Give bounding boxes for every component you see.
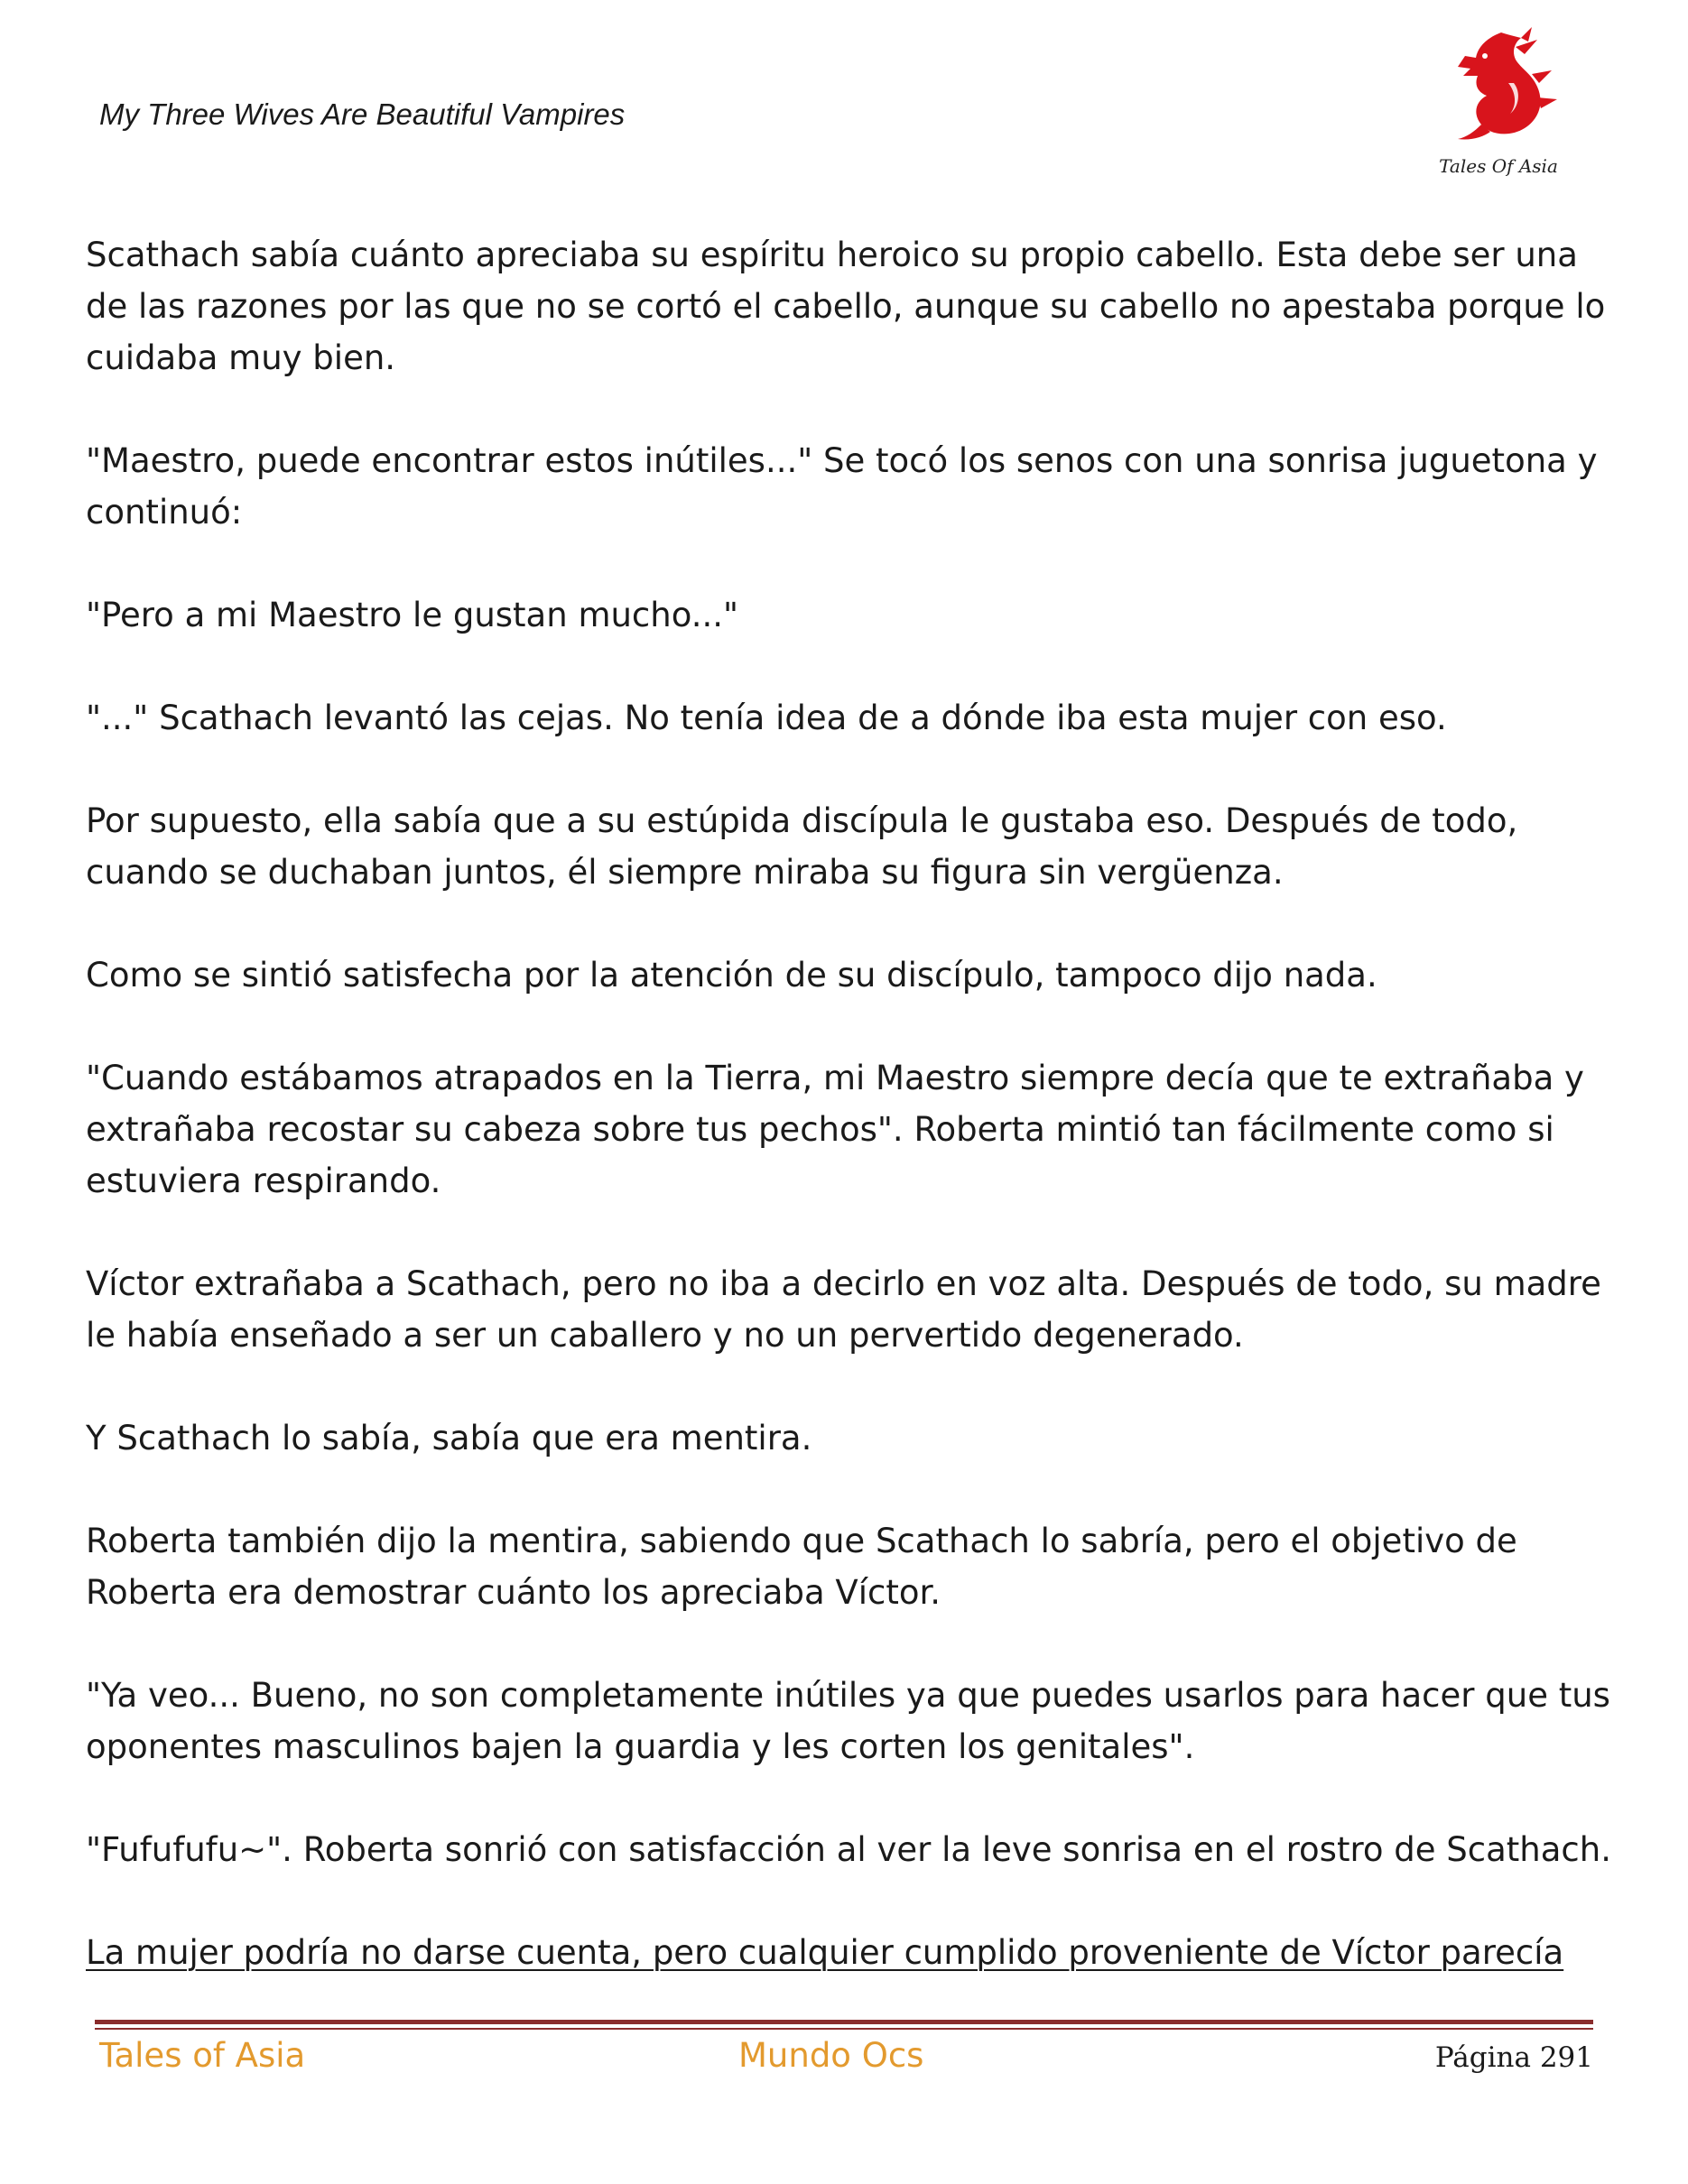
footer-divider [95,2020,1593,2024]
paragraph: Víctor extrañaba a Scathach, pero no iba a decirlo en voz alta. Después de todo, su madre le había enseñado a ser un caballero y no un pervertido degenerado. [86,1264,1601,1355]
paragraph: Por supuesto, ella sabía que a su estúpida discípula le gustaba eso. Después de todo, cuando se duchaban juntos, él siempre miraba su figura sin vergüenza. [86,801,1518,892]
paragraph: "Pero a mi Maestro le gustan mucho..." [86,596,739,634]
paragraph: Y Scathach lo sabía, sabía que era mentira. [86,1419,812,1458]
logo-text: Tales Of Asia [1439,155,1558,177]
paragraph: Roberta también dijo la mentira, sabiendo que Scathach lo sabría, pero el objetivo de Roberta era demostrar cuánto los apreciaba Víctor. [86,1522,1517,1612]
paragraph: "..." Scathach levantó las cejas. No tenía idea de a dónde iba esta mujer con eso. [86,699,1447,737]
paragraph: Como se sintió satisfecha por la atención de su discípulo, tampoco dijo nada. [86,956,1377,995]
footer-publisher: Tales of Asia [99,2036,306,2075]
book-title: My Three Wives Are Beautiful Vampires [99,97,626,131]
paragraph: La mujer podría no darse cuenta, pero cualquier cumplido proveniente de Víctor parecía [86,1933,1564,1972]
footer-divider-thin [95,2028,1593,2030]
page-number: Página 291 [1434,2041,1593,2074]
paragraph: "Fufufufu~". Roberta sonrió con satisfacción al ver la leve sonrisa en el rostro de Scathach. [86,1830,1611,1869]
paragraph: "Ya veo... Bueno, no son completamente inútiles ya que puedes usarlos para hacer que tus oponentes masculinos bajen la guardia y les corten los genitales". [86,1676,1610,1766]
paragraph: Scathach sabía cuánto apreciaba su espíritu heroico su propio cabello. Esta debe ser una de las razones por las que no se cortó el cabello, aunque su cabello no apestaba porque lo cuidaba muy bien. [86,236,1606,377]
chapter-text [86,229,1620,1978]
paragraph: "Cuando estábamos atrapados en la Tierra, mi Maestro siempre decía que te extrañaba y extrañaba recostar su cabeza sobre tus pechos". Roberta mintió tan fácilmente como si estuviera respirando. [86,1059,1584,1200]
red-dragon-icon [1431,20,1566,155]
paragraph: "Maestro, puede encontrar estos inútiles..." Se tocó los senos con una sonrisa juguetona y continuó: [86,441,1598,532]
footer-site: Mundo Ocs [738,2036,924,2075]
tales-of-asia-logo [1431,20,1566,182]
